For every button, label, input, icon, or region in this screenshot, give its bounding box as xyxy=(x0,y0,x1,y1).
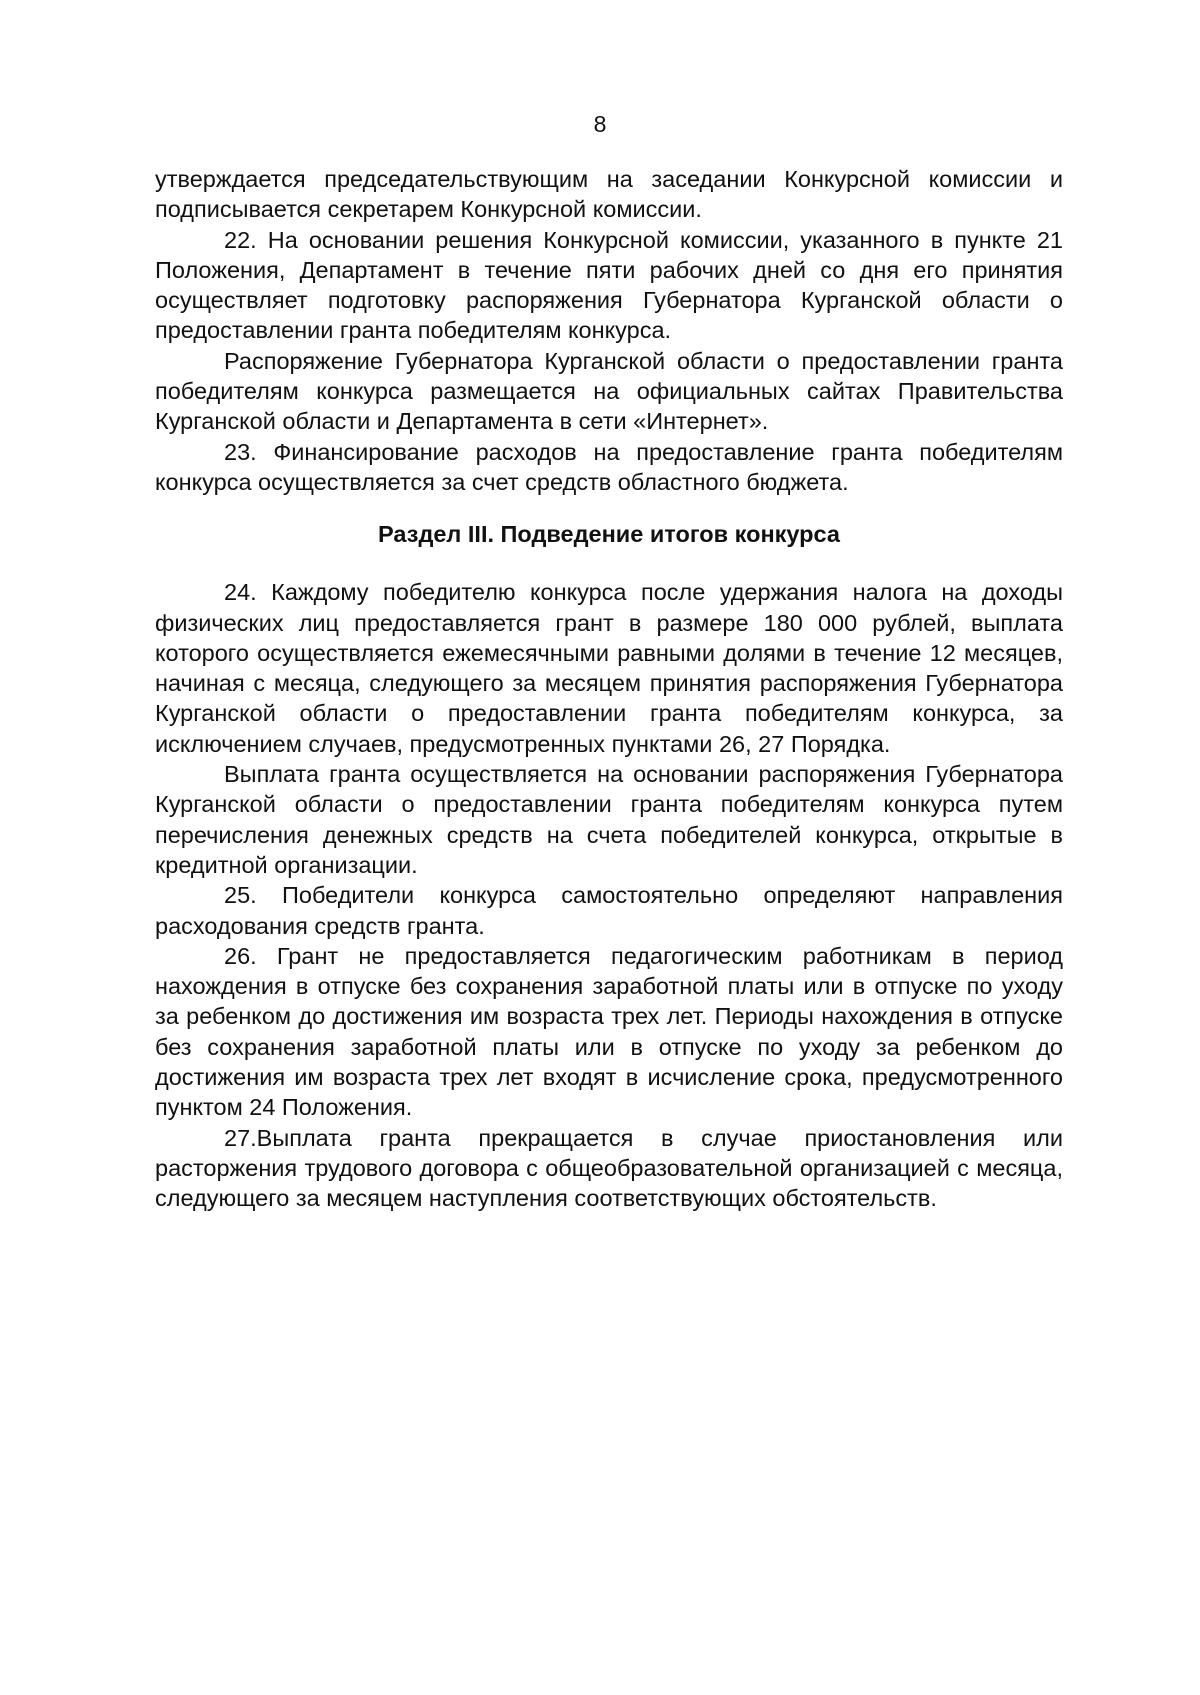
paragraph-item-25: 25. Победители конкурса самостоятельно определяют направления расходования средств гранта. xyxy=(155,882,1063,939)
paragraph-item-27: 27.Выплата гранта прекращается в случае приостановления или расторжения трудового договора с общеобразовательной организацией с месяца, следующего за месяцем наступления соответствующих обстоятельств. xyxy=(155,1124,1063,1212)
paragraph-continuation: утверждается председательствующим на заседании Конкурсной комиссии и подписывается секретарем Конкурсной комиссии. xyxy=(155,166,1063,223)
document-body xyxy=(155,164,1063,1214)
paragraph-grant-payment: Выплата гранта осуществляется на основании распоряжения Губернатора Курганской области о предоставлении гранта победителям конкурса путем перечисления денежных средств на счета победителей конкурса, открытые в кредитной организации. xyxy=(155,761,1063,878)
section-heading: Раздел III. Подведение итогов конкурса xyxy=(378,521,840,548)
paragraph-item-26: 26. Грант не предоставляется педагогическим работникам в период нахождения в отпуске без сохранения заработной платы или в отпуске по уходу за ребенком до достижения им возраста трех лет. Периоды нахождения в отпуске без сохранения заработной платы или в отпуске по уходу за ребенком до достижения им возраста трех лет входят в исчисление срока, предусмотренного пунктом 24 Положения. xyxy=(155,942,1063,1121)
paragraph-item-23: 23. Финансирование расходов на предоставление гранта победителям конкурса осуществляется за счет средств областного бюджета. xyxy=(155,438,1063,495)
page-number: 8 xyxy=(593,111,607,137)
paragraph-order-publication: Распоряжение Губернатора Курганской области о предоставлении гранта победителям конкурса размещается на официальных сайтах Правительства Курганской области и Департамента в сети «Интернет». xyxy=(155,347,1063,435)
paragraph-item-22: 22. На основании решения Конкурсной комиссии, указанного в пункте 21 Положения, Департамент в течение пяти рабочих дней со дня его принятия осуществляет подготовку распоряжения Губернатора Курганской области о предоставлении гранта победителям конкурса. xyxy=(155,226,1063,344)
paragraph-item-24: 24. Каждому победителю конкурса после удержания налога на доходы физических лиц предоставляется грант в размере 180 000 рублей, выплата которого осуществляется ежемесячными равными долями в течение 12 месяцев, начиная с месяца, следующего за месяцем принятия распоряжения Губернатора Курганской области о предоставлении гранта победителям конкурса, за исключением случаев, предусмотренных пунктами 26, 27 Порядка. xyxy=(155,579,1063,757)
